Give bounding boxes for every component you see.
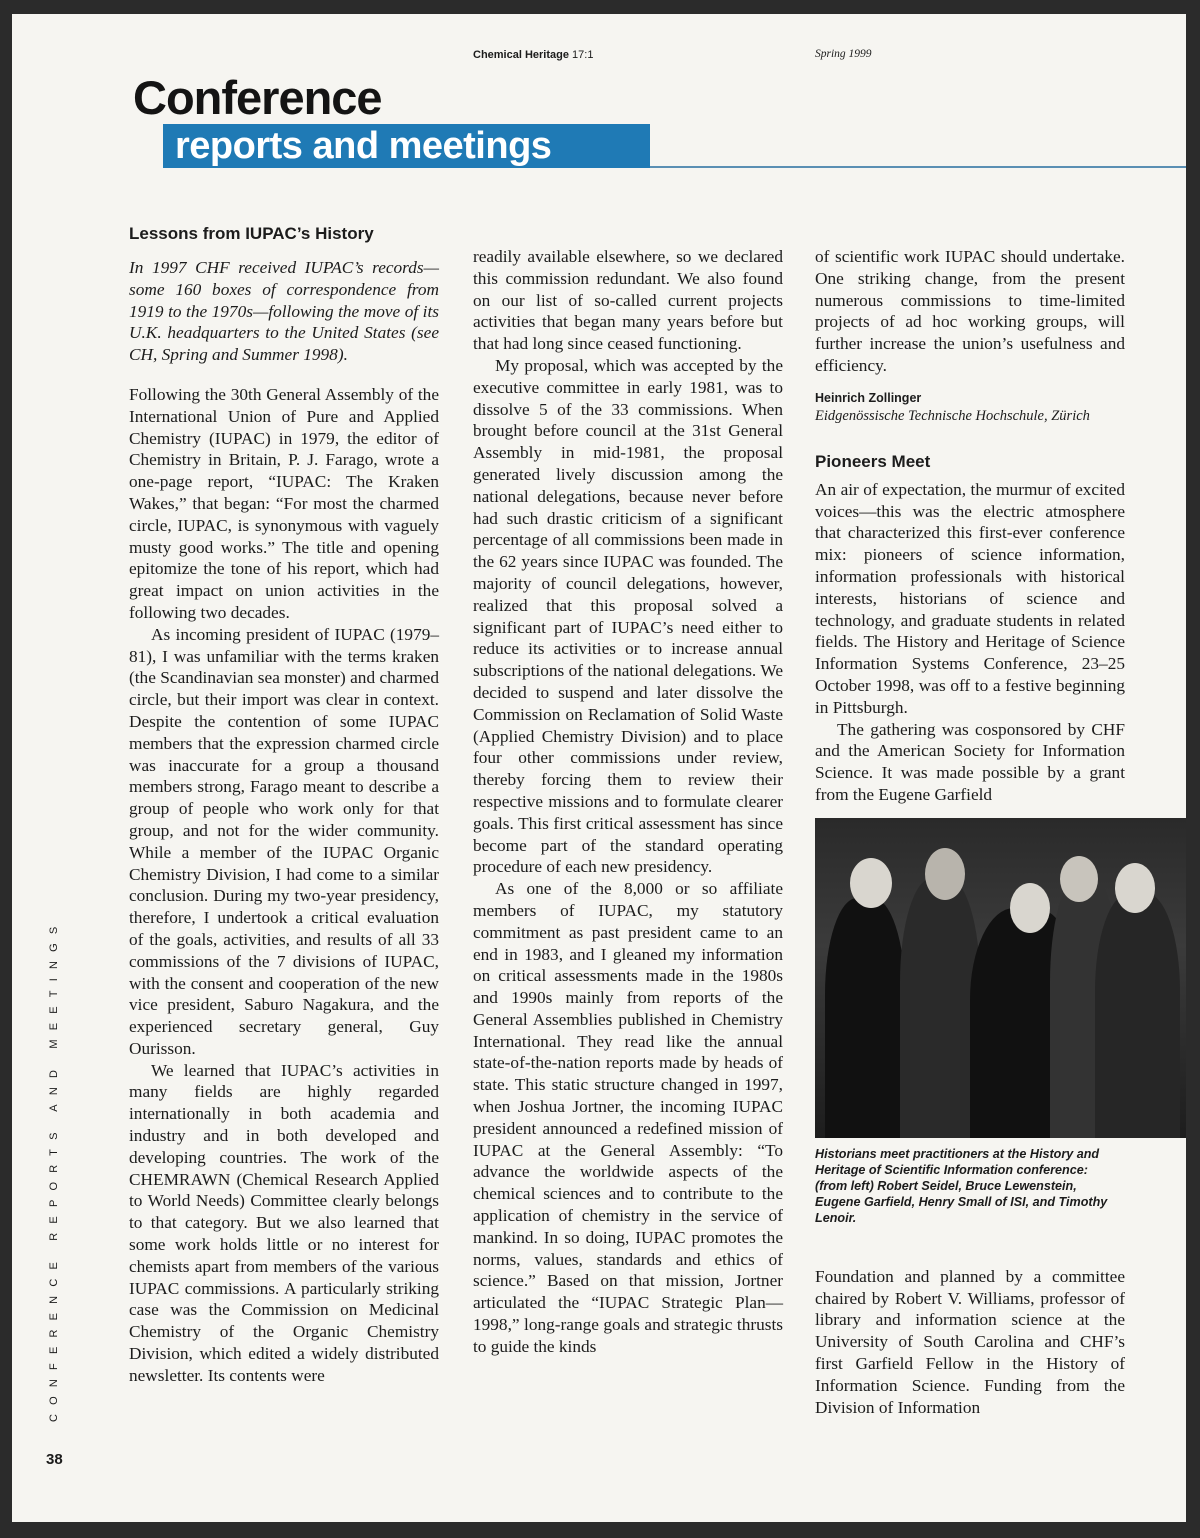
paragraph: Following the 30th General Assembly of the International Union of Pure and Applied Chemistry (IUPAC) in 1979, the editor of Chemistry in Britain, P. J. Farago, wrote a one-page report, “IUPAC: The Kraken Wakes,” that began: “For most the charmed circle, IUPAC, is synonymous with vaguely musty good works.” The title and opening epitomize the tone of his report, which had great impact on union activities in the following two decades. [129,384,439,622]
column-1 [129,223,439,1387]
article-heading: Pioneers Meet [815,451,931,471]
header-rule [650,166,1186,168]
column-2 [473,246,783,1358]
column-3 [815,246,1125,1418]
photo-caption: Historians meet practitioners at the History and Heritage of Scientific Information conference: (from left) Robert Seidel, Bruce Lewenstein, Eugene Garfield, Henry Small of ISI, and Timothy Lenoir. [815,1146,1108,1225]
sidebar-section-label: CONFERENCE REPORTS AND MEETINGS [48,917,60,1422]
conference-photo [815,818,1186,1138]
section-title-line2: reports and meetings [175,125,552,167]
running-header: Chemical Heritage 17:1 [473,49,594,61]
paragraph: As incoming president of IUPAC (1979–81), I was unfamiliar with the terms kraken (the Scandinavian sea monster) and charmed circle, but their import was clear in context. Despite the contention of some IUPAC members that the expression charmed circle was inaccurate for a group a thousand members strong, Farago meant to describe a group of people who work only for that group, and not for the wider community. While a member of the IUPAC Organic Chemistry Division, I had come to a similar conclusion. During my two-year presidency, therefore, I undertook a critical evaluation of the goals, activities, and results of all 33 commissions of the 7 divisions of IUPAC, with the consent and cooperation of the new vice president, Saburo Nagakura, and the experienced secretary general, Guy Ourisson. [129,624,439,1058]
article-intro: In 1997 CHF received IUPAC’s records—some 160 boxes of correspondence from 1919 to the 1970s—following the move of its U.K. headquarters to the United States (see CH, Spring and Summer 1998). [129,258,439,365]
article-heading: Lessons from IUPAC’s History [129,224,374,243]
section-title-line1: Conference [133,71,382,124]
paragraph: My proposal, which was accepted by the executive committee in early 1981, was to dissolve 5 of the 33 commissions. When brought before council at the 31st General Assembly in mid-1981, the proposal generated lively discussion among the national delegations, because never before had such drastic criticism of a significant percentage of all commissions been made in the 62 years since IUPAC was founded. The majority of council delegations, however, realized that this proposal solved a significant part of IUPAC’s need either to reduce its activities or to increase annual subscriptions of the national delegations. We decided to suspend and later dissolve the Commission on Reclamation of Solid Waste (Applied Chemistry Division) and to place four other commissions under review, thereby forcing them to review their respective missions and to formulate clearer goals. This first critical assessment has since become part of the standard operating procedure of each new presidency. [473,355,783,877]
paragraph: The gathering was cosponsored by CHF and the American Society for Information Science. It was made possible by a grant from the Eugene Garfield [815,719,1125,804]
paragraph: As one of the 8,000 or so affiliate members of IUPAC, my statutory commitment as past president came to an end in 1983, and I gleaned my information on critical assessments made in the 1980s and 1990s mainly from reports of the General Assemblies published in Chemistry International. They read like the annual state-of-the-nation reports made by heads of state. This static structure changed in 1997, when Joshua Jortner, the incoming IUPAC president announced a redefined mission of IUPAC at the General Assembly: “To advance the worldwide aspects of the chemical sciences and to contribute to the application of chemistry in the service of mankind. In so doing, IUPAC promotes the norms, values, standards and ethics of science.” Based on that mission, Jortner articulated the “IUPAC Strategic Plan—1998,” long-range goals and strategic thrusts to guide the kinds [473,879,783,1356]
paragraph: Foundation and planned by a committee chaired by Robert V. Williams, professor of library and information science at the University of South Carolina and CHF’s first Garfield Fellow in the History of Information Science. Funding from the Division of Information [815,1266,1125,1417]
paragraph: of scientific work IUPAC should undertake. One striking change, from the present numerous commissions to time-limited projects of ad hoc working groups, will further increase the union’s usefulness and efficiency. [815,247,1125,375]
paragraph: We learned that IUPAC’s activities in many fields are highly regarded internationally in both academia and industry and in both developed and developing countries. The work of the CHEMRAWN (Chemical Research Applied to World Needs) Committee clearly belongs to that category. But we also learned that some work holds little or no interest for chemists apart from members of the various IUPAC commissions. A particularly striking case was the Commission on Medicinal Chemistry of the Organic Chemistry Division, which edited a widely distributed newsletter. Its contents were [129,1060,439,1385]
author-affiliation: Eidgenössische Technische Hochschule, Zürich [815,407,1090,424]
paragraph: An air of expectation, the murmur of excited voices—this was the electric atmosphere that characterized this first-ever conference mix: pioneers of science information, information professionals with historical interests, historians of science and technology, and graduate students in related fields. The History and Heritage of Science Information Systems Conference, 23–25 October 1998, was off to a festive beginning in Pittsburgh. [815,479,1125,717]
paragraph: readily available elsewhere, so we declared this commission redundant. We also found on our list of so-called current projects activities that began many years before but that had long since ceased functioning. [473,247,783,354]
author-name: Heinrich Zollinger [815,390,922,405]
page-number: 38 [46,1451,63,1468]
issue-season: Spring 1999 [815,48,872,60]
